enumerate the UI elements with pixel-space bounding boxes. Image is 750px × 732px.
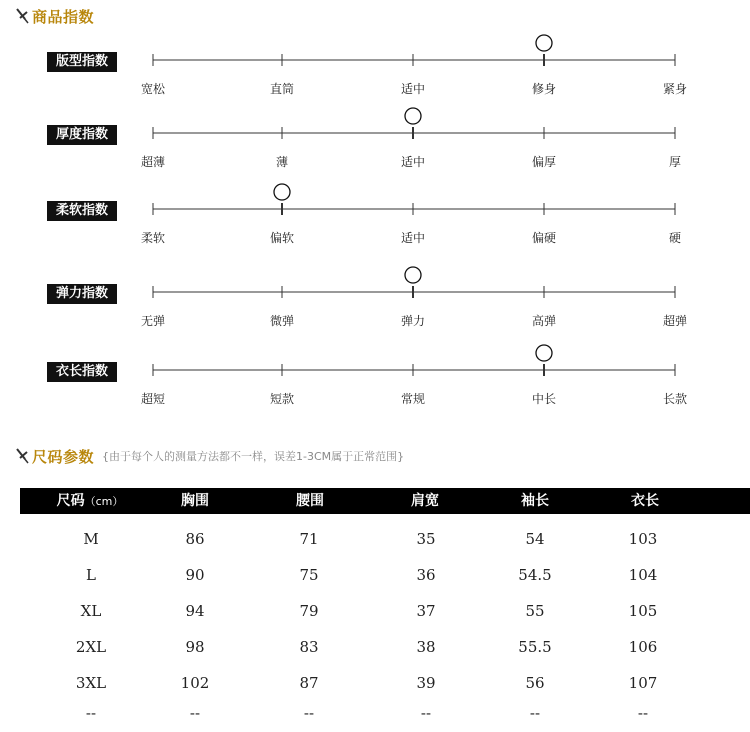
tick-label: 高弹	[531, 314, 557, 328]
tick-label: 微弹	[269, 314, 295, 328]
table-cell: --	[85, 704, 97, 722]
table-cell: 2XL	[75, 638, 107, 656]
table-cell: 54	[525, 530, 545, 548]
table-cell: --	[420, 704, 432, 722]
table-cell: 79	[299, 602, 319, 620]
tick-label: 厚	[668, 155, 682, 169]
index-scale	[0, 125, 750, 155]
size-params-title: 尺码参数	[32, 447, 95, 466]
table-cell: 38	[416, 638, 436, 656]
tick-label: 适中	[400, 82, 426, 96]
table-cell: 103	[628, 530, 658, 548]
index-label: 衣长指数	[47, 362, 117, 382]
header-label: 腰围	[296, 493, 324, 509]
table-cell: 86	[185, 530, 205, 548]
index-row	[0, 362, 750, 422]
header-cell	[631, 488, 659, 514]
selected-marker-icon	[403, 265, 423, 285]
size-table-header	[20, 488, 750, 514]
table-cell: 98	[185, 638, 205, 656]
index-label: 柔软指数	[47, 201, 117, 221]
table-cell: --	[303, 704, 315, 722]
header-cell	[411, 488, 439, 514]
tick-label: 长款	[662, 392, 688, 406]
tick-label: 弹力	[400, 314, 426, 328]
table-cell: 36	[416, 566, 436, 584]
table-cell: L	[86, 566, 96, 584]
table-cell: 104	[628, 566, 658, 584]
header-label: 袖长	[521, 493, 549, 509]
table-cell: 90	[185, 566, 205, 584]
tick-label: 超弹	[662, 314, 688, 328]
table-cell: 105	[628, 602, 658, 620]
tick-label: 超短	[140, 392, 166, 406]
table-cell: 37	[416, 602, 436, 620]
table-cell: 3XL	[75, 674, 107, 692]
table-cell: 54.5	[518, 566, 552, 584]
tick-label: 宽松	[140, 82, 166, 96]
index-scale	[0, 52, 750, 82]
table-cell: 55.5	[518, 638, 552, 656]
header-cell	[57, 488, 124, 514]
size-params-header	[14, 444, 404, 468]
selected-marker-icon	[272, 182, 292, 202]
header-label: 肩宽	[411, 493, 439, 509]
table-cell: 83	[299, 638, 319, 656]
tick-label: 常规	[400, 392, 426, 406]
index-row	[0, 201, 750, 261]
pushpin-icon	[14, 447, 30, 465]
table-cell: --	[529, 704, 541, 722]
tick-label: 柔软	[140, 231, 166, 245]
header-unit: （cm）	[84, 495, 124, 508]
tick-label: 偏硬	[531, 231, 557, 245]
tick-label: 中长	[531, 392, 557, 406]
table-cell: 56	[525, 674, 545, 692]
tick-label: 修身	[531, 82, 557, 96]
selected-marker-icon	[403, 106, 423, 126]
product-index-title: 商品指数	[32, 7, 95, 26]
pushpin-icon	[14, 7, 30, 25]
header-label: 衣长	[631, 493, 659, 509]
table-cell: 55	[525, 602, 545, 620]
tick-label: 适中	[400, 231, 426, 245]
index-row	[0, 125, 750, 185]
index-label: 版型指数	[47, 52, 117, 72]
selected-marker-icon	[534, 343, 554, 363]
header-label: 尺码	[56, 493, 85, 509]
selected-marker-icon	[534, 33, 554, 53]
table-cell: 102	[180, 674, 210, 692]
header-cell	[296, 488, 324, 514]
tick-label: 直筒	[269, 82, 295, 96]
tick-label: 薄	[275, 155, 289, 169]
header-cell	[181, 488, 209, 514]
index-row	[0, 52, 750, 112]
table-cell: 87	[299, 674, 319, 692]
tick-label: 超薄	[140, 155, 166, 169]
size-params-note: {由于每个人的测量方法都不一样，误差1-3CM属于正常范围}	[102, 450, 405, 463]
tick-label: 适中	[400, 155, 426, 169]
tick-label: 紧身	[662, 82, 688, 96]
tick-label: 无弹	[140, 314, 166, 328]
index-scale	[0, 284, 750, 314]
product-index-header	[14, 4, 94, 28]
table-cell: 94	[185, 602, 205, 620]
table-cell: XL	[80, 602, 102, 620]
tick-label: 硬	[668, 231, 682, 245]
tick-label: 偏软	[269, 231, 295, 245]
header-label: 胸围	[181, 493, 209, 509]
index-row	[0, 284, 750, 344]
tick-label: 偏厚	[531, 155, 557, 169]
table-cell: 39	[416, 674, 436, 692]
table-cell: --	[637, 704, 649, 722]
table-cell: 107	[628, 674, 658, 692]
table-cell: 35	[416, 530, 436, 548]
index-label: 厚度指数	[47, 125, 117, 145]
table-cell: 75	[299, 566, 319, 584]
index-scale	[0, 362, 750, 392]
index-scale	[0, 201, 750, 231]
table-cell: --	[189, 704, 201, 722]
table-cell: 106	[628, 638, 658, 656]
index-label: 弹力指数	[47, 284, 117, 304]
header-cell	[521, 488, 549, 514]
tick-label: 短款	[269, 392, 295, 406]
table-cell: M	[83, 530, 99, 548]
table-cell: 71	[299, 530, 319, 548]
